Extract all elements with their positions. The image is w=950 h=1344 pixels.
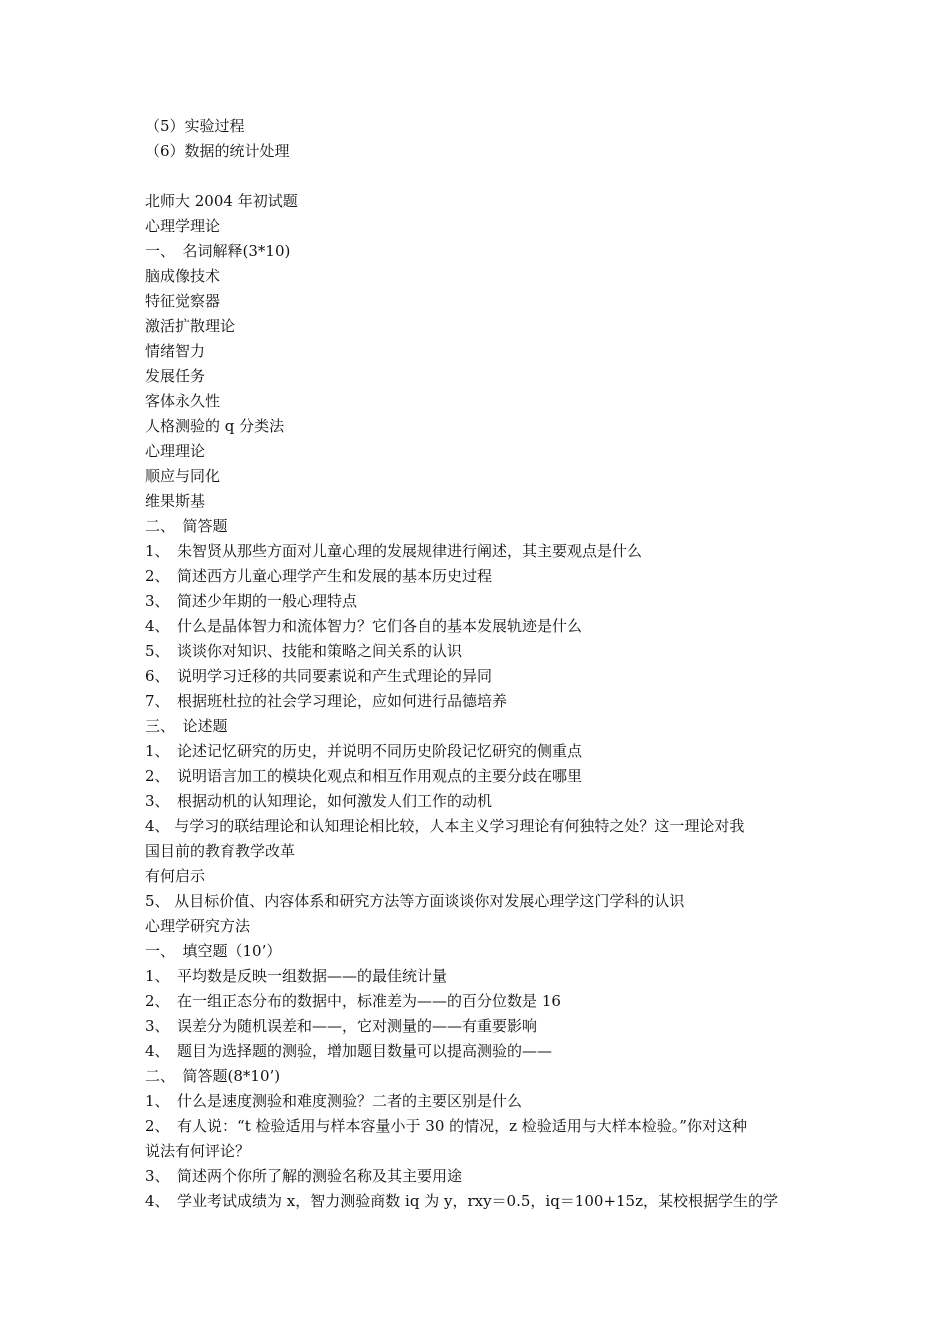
subsection-heading: 一、 填空题（10’） — [145, 942, 282, 960]
section-heading: 心理学研究方法 — [145, 917, 251, 935]
question-item: 1、 平均数是反映一组数据——的最佳统计量 — [145, 967, 448, 985]
question-continuation: 国目前的教育教学改革 — [145, 842, 296, 860]
question-item: 2、 简述西方儿童心理学产生和发展的基本历史过程 — [145, 567, 493, 585]
subsection-heading: 一、 名词解释(3*10) — [145, 242, 291, 260]
question-continuation: 说法有何评论？ — [145, 1142, 251, 1160]
question-item: 1、 论述记忆研究的历史，并说明不同历史阶段记忆研究的侧重点 — [145, 742, 583, 760]
section-heading: 心理学理论 — [145, 217, 221, 235]
question-item: 4、 学业考试成绩为 x，智力测验商数 iq 为 y，rxy＝0.5，iq＝100+15z，某校根据学生的学 — [145, 1192, 778, 1210]
question-item: 3、 根据动机的认知理论，如何激发人们工作的动机 — [145, 792, 493, 810]
question-item: 5、 从目标价值、内容体系和研究方法等方面谈谈你对发展心理学这门学科的认识 — [145, 892, 685, 910]
question-item: 4、 什么是晶体智力和流体智力？它们各自的基本发展轨迹是什么 — [145, 617, 583, 635]
term-item: 特征觉察器 — [145, 292, 221, 310]
question-item: 2、 有人说：“t 检验适用与样本容量小于 30 的情况，z 检验适用与大样本检验。”你对这种 — [145, 1117, 747, 1135]
term-item: 维果斯基 — [145, 492, 206, 510]
subsection-heading: 二、 简答题 — [145, 517, 228, 535]
term-item: 脑成像技术 — [145, 267, 221, 285]
question-item: 4、 与学习的联结理论和认知理论相比较，人本主义学习理论有何独特之处？这一理论对我 — [145, 817, 745, 835]
term-item: 发展任务 — [145, 367, 206, 385]
term-item: 人格测验的 q 分类法 — [145, 417, 285, 435]
question-item: 5、 谈谈你对知识、技能和策略之间关系的认识 — [145, 642, 463, 660]
question-item: 2、 说明语言加工的模块化观点和相互作用观点的主要分歧在哪里 — [145, 767, 583, 785]
question-item: 3、 误差分为随机误差和——，它对测量的——有重要影响 — [145, 1017, 538, 1035]
question-item: 4、 题目为选择题的测验，增加题目数量可以提高测验的—— — [145, 1042, 553, 1060]
term-item: 激活扩散理论 — [145, 317, 236, 335]
text-line: （6）数据的统计处理 — [145, 142, 290, 160]
question-continuation: 有何启示 — [145, 867, 206, 885]
question-item: 1、 朱智贤从那些方面对儿童心理的发展规律进行阐述，其主要观点是什么 — [145, 542, 643, 560]
term-item: 客体永久性 — [145, 392, 221, 410]
term-item: 情绪智力 — [145, 342, 206, 360]
question-item: 6、 说明学习迁移的共同要素说和产生式理论的异同 — [145, 667, 493, 685]
question-item: 2、 在一组正态分布的数据中，标准差为——的百分位数是 16 — [145, 992, 561, 1010]
text-line: （5）实验过程 — [145, 117, 245, 135]
term-item: 顺应与同化 — [145, 467, 221, 485]
question-item: 3、 简述少年期的一般心理特点 — [145, 592, 358, 610]
term-item: 心理理论 — [145, 442, 206, 460]
question-item: 3、 简述两个你所了解的测验名称及其主要用途 — [145, 1167, 463, 1185]
subsection-heading: 二、 简答题(8*10’) — [145, 1067, 281, 1085]
subsection-heading: 三、 论述题 — [145, 717, 228, 735]
question-item: 1、 什么是速度测验和难度测验？二者的主要区别是什么 — [145, 1092, 523, 1110]
exam-title: 北师大 2004 年初试题 — [145, 192, 298, 210]
question-item: 7、 根据班杜拉的社会学习理论，应如何进行品德培养 — [145, 692, 508, 710]
